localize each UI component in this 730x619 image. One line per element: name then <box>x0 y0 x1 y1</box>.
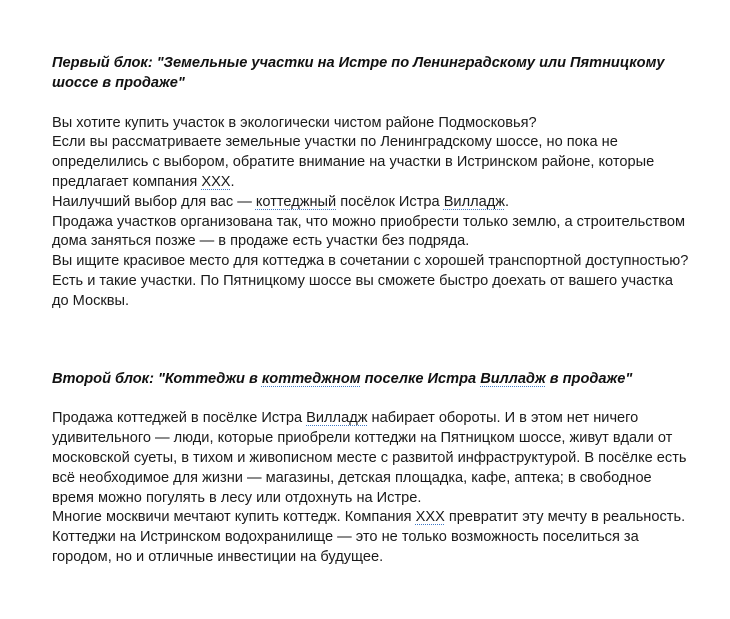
text-run: посёлок Истра <box>336 193 444 210</box>
spellcheck-word-xxx[interactable]: ХХХ <box>201 173 231 190</box>
text-run: Наилучший выбор для вас — <box>52 193 256 210</box>
block1-paragraph-3 <box>52 193 692 213</box>
block1-paragraph-2 <box>52 133 692 192</box>
document-body <box>52 54 692 568</box>
spellcheck-word-xxx[interactable]: ХХХ <box>415 509 445 526</box>
block1-heading: Первый блок: "Земельные участки на Истре по Ленинградскому или Пятницкому шоссе в продаже" <box>52 55 665 91</box>
text-run: Второй блок: "Коттеджи в <box>52 370 262 387</box>
spacer <box>52 389 692 409</box>
text-run: превратит эту мечту в реальность. Коттеджи на Истринском водохранилище — это не только возможность поселиться за городом, но и отличные инвестиции на будущее. <box>52 509 686 565</box>
spellcheck-word-village[interactable]: Вилладж <box>480 370 546 387</box>
spellcheck-word-cottage[interactable]: коттеджный <box>255 193 337 210</box>
spellcheck-word-village[interactable]: Вилладж <box>443 193 505 210</box>
text-run: Многие москвичи мечтают купить коттедж. Компания <box>52 509 416 526</box>
block1-paragraph-1: Вы хотите купить участок в экологически чистом районе Подмосковья? <box>52 114 537 131</box>
text-run: поселке Истра <box>360 370 481 387</box>
text-run: Продажа коттеджей в посёлке Истра <box>52 410 307 427</box>
spacer <box>52 94 692 114</box>
block2-paragraph-1 <box>52 409 692 508</box>
text-run: . <box>505 193 510 210</box>
text-run: в продаже" <box>545 370 633 387</box>
spellcheck-word-cottage[interactable]: коттеджном <box>261 370 361 387</box>
block1-paragraph-4: Продажа участков организована так, что можно приобрести только землю, а строительством дома заняться позже — в продаже есть участки без подряда. <box>52 213 685 250</box>
block2-paragraph-2 <box>52 508 692 567</box>
text-run: набирает обороты. И в этом нет ничего удивительного — люди, которые приобрели коттеджи на Пятницком шоссе, живут вдали от московской суеты, в тихом и живописном месте с развитой инфраструктурой. В посёлке есть всё необходимое для жизни — магазины, детская площадка, кафе, аптека; в свободное время можно погулять в лесу или отдохнуть на Истре. <box>52 410 687 506</box>
spellcheck-word-village[interactable]: Вилладж <box>306 410 368 427</box>
block2-heading <box>52 370 692 390</box>
spacer <box>52 312 692 370</box>
block1-paragraph-5: Вы ищите красивое место для коттеджа в сочетании с хорошей транспортной доступностью? Есть и такие участки. По Пятницкому шоссе вы сможете быстро доехать от вашего участка до Москвы. <box>52 253 689 309</box>
text-run: Если вы рассматриваете земельные участки по Ленинградскому шоссе, но пока не определились с выбором, обратите внимание на участки в Истринском районе, которые предлагает компания <box>52 134 655 190</box>
text-run: . <box>230 173 235 190</box>
